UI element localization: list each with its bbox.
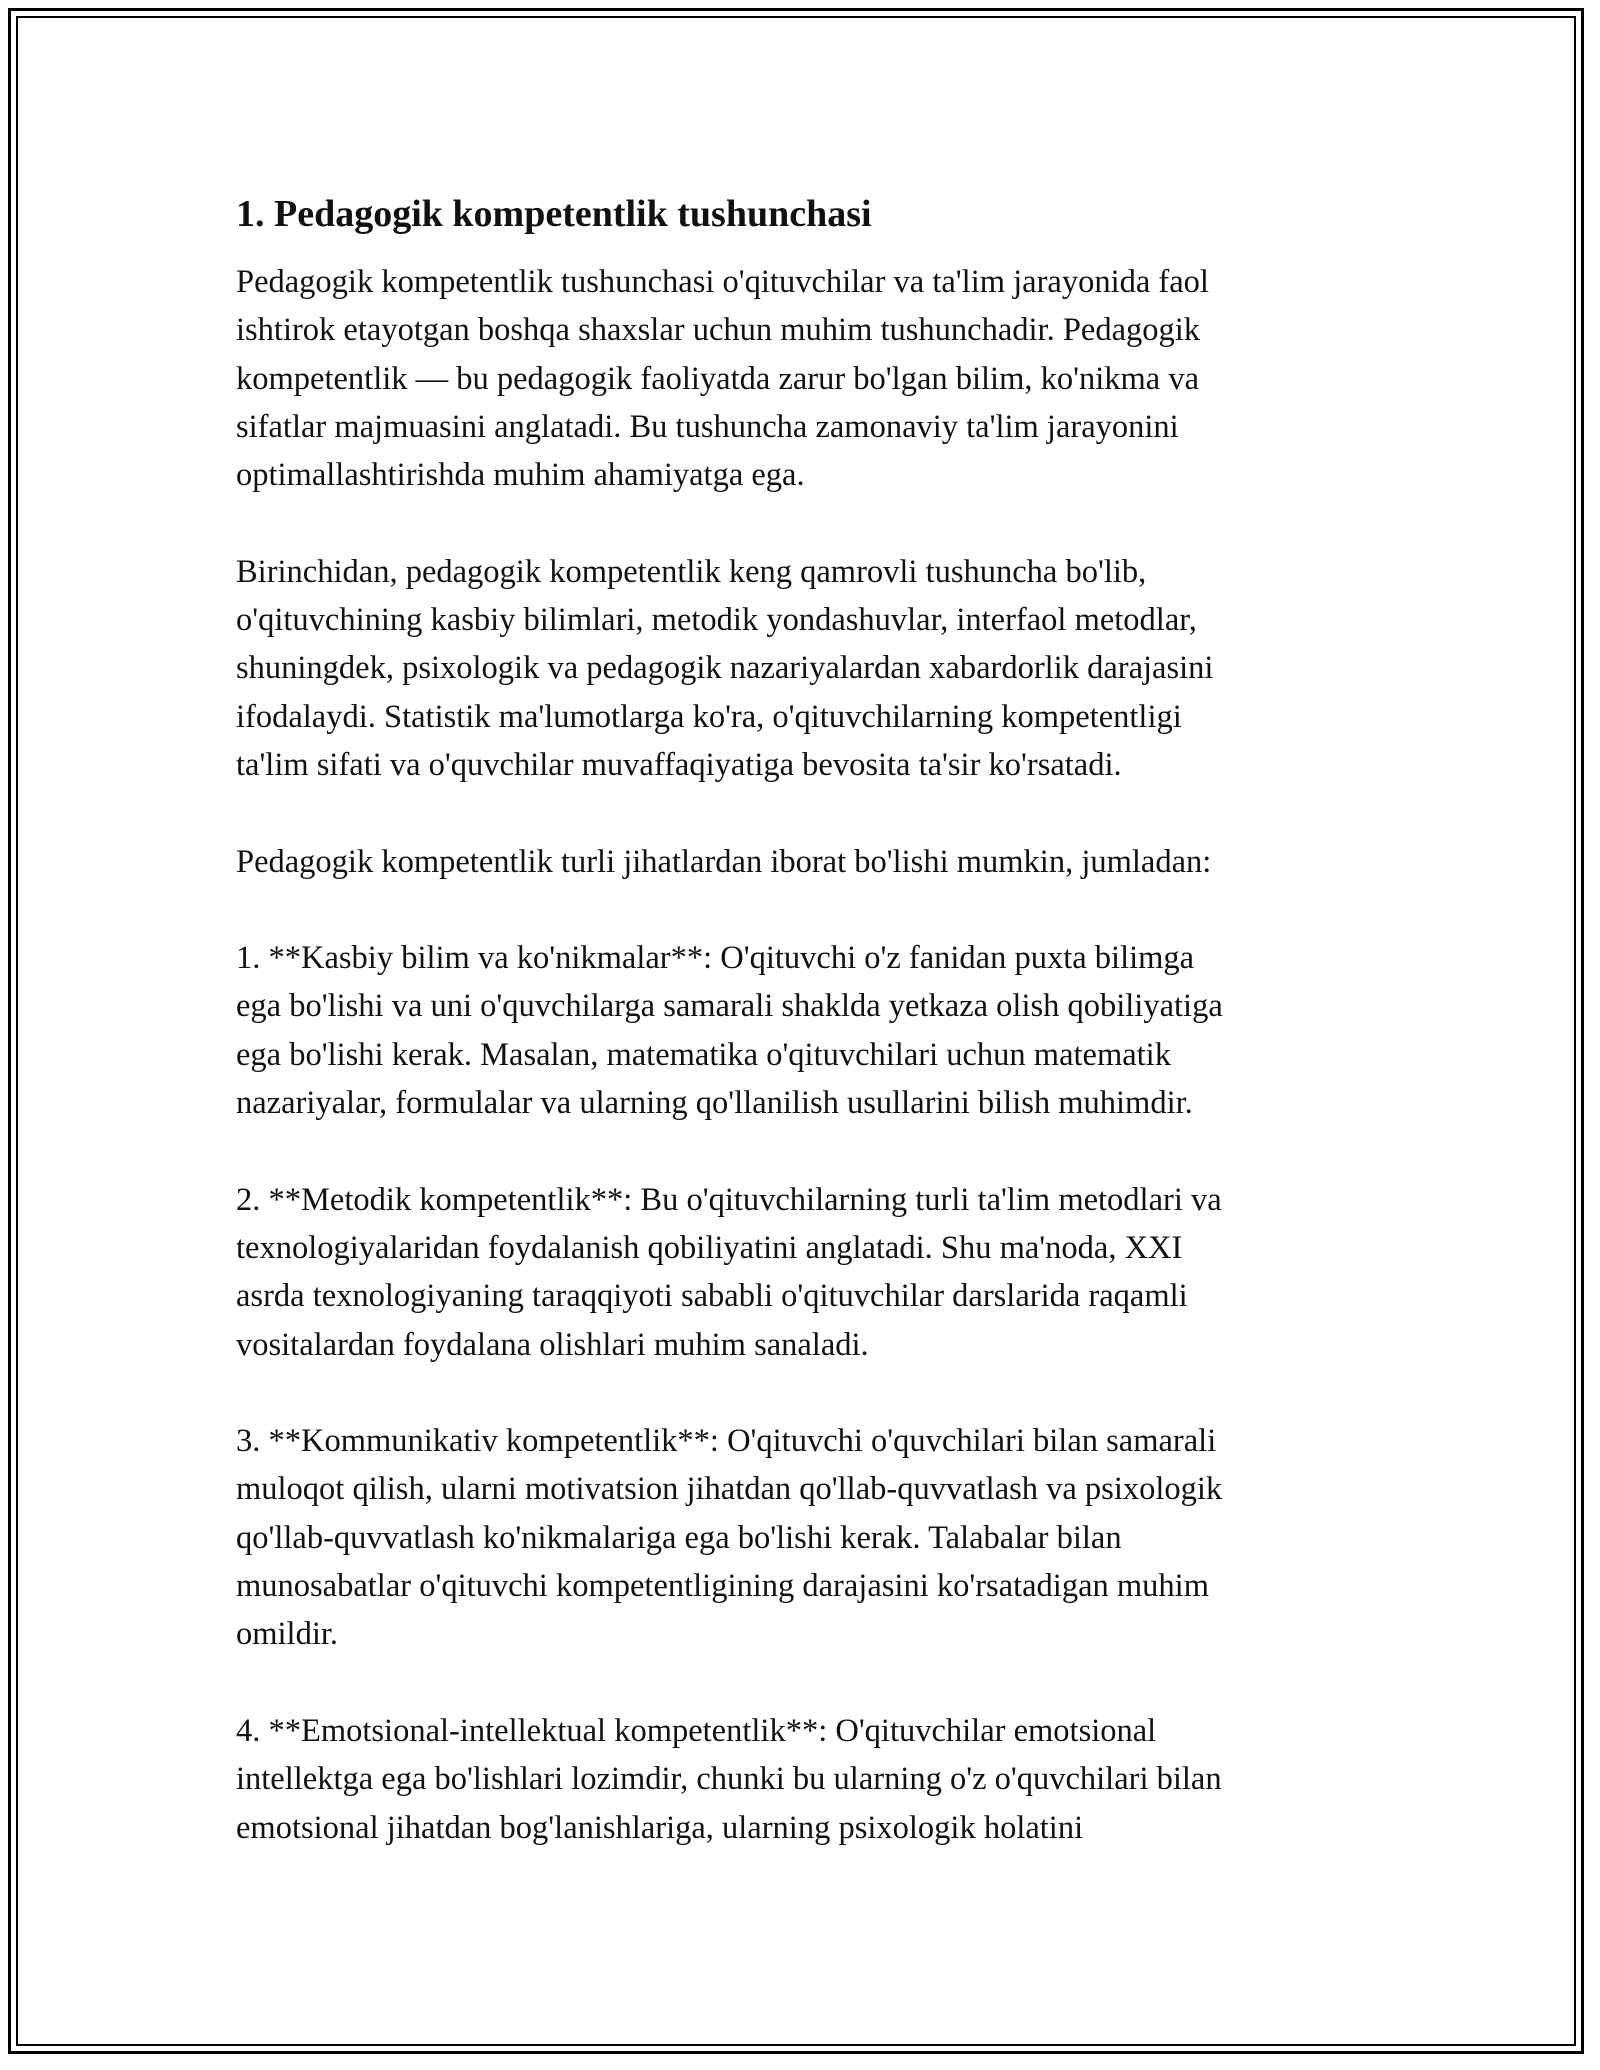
text-line: nazariyalar, formulalar va ularning qo'llanilish usullarini bilish muhimdir. (236, 1085, 1193, 1122)
text-line: sifatlar majmuasini anglatadi. Bu tushuncha zamonaviy ta'lim jarayonini (236, 408, 1179, 445)
text-line: ega bo'lishi kerak. Masalan, matematika o'qituvchilari uchun matematik (236, 1036, 1171, 1073)
text-line: muloqot qilish, ularni motivatsion jihatdan qo'llab-quvvatlash va psixologik (236, 1471, 1223, 1508)
paragraph-aspects-intro (236, 838, 1376, 886)
list-item-methodical-competence (236, 1176, 1376, 1369)
list-item-professional-knowledge (236, 934, 1376, 1127)
text-line: 2. **Metodik kompetentlik**: Bu o'qituvchilarning turli ta'lim metodlari va (236, 1181, 1222, 1218)
text-line: Pedagogik kompetentlik turli jihatlardan iborat bo'lishi mumkin, jumladan: (236, 843, 1212, 880)
section-heading: 1. Pedagogik kompetentlik tushunchasi (236, 193, 872, 235)
text-line: shuningdek, psixologik va pedagogik nazariyalardan xabardorlik darajasini (236, 650, 1214, 687)
paragraph-firstly (236, 548, 1376, 789)
text-line: ega bo'lishi va uni o'quvchilarga samarali shaklda yetkaza olish qobiliyatiga (236, 988, 1223, 1025)
text-line: omildir. (236, 1616, 339, 1653)
text-line: munosabatlar o'qituvchi kompetentligining darajasini ko'rsatadigan muhim (236, 1568, 1209, 1605)
text-line: intellektga ega bo'lishlari lozimdir, chunki bu ularning o'z o'quvchilari bilan (236, 1761, 1222, 1798)
document-body (236, 188, 1376, 1900)
text-line: o'qituvchining kasbiy bilimlari, metodik yondashuvlar, interfaol metodlar, (236, 602, 1197, 639)
text-line: texnologiyalaridan foydalanish qobiliyatini anglatadi. Shu ma'noda, XXI (236, 1229, 1183, 1266)
text-line: Birinchidan, pedagogik kompetentlik keng qamrovli tushuncha bo'lib, (236, 553, 1147, 590)
text-line: ishtirok etayotgan boshqa shaxslar uchun muhim tushunchadir. Pedagogik (236, 312, 1201, 349)
text-line: 3. **Kommunikativ kompetentlik**: O'qituvchi o'quvchilari bilan samarali (236, 1423, 1217, 1460)
paragraph-intro (236, 258, 1376, 499)
text-line: 4. **Emotsional-intellektual kompetentlik**: O'qituvchilar emotsional (236, 1712, 1157, 1749)
text-line: qo'llab-quvvatlash ko'nikmalariga ega bo'lishi kerak. Talabalar bilan (236, 1519, 1122, 1556)
text-line: asrda texnologiyaning taraqqiyoti sababli o'qituvchilar darslarida raqamli (236, 1278, 1188, 1315)
text-line: Pedagogik kompetentlik tushunchasi o'qituvchilar va ta'lim jarayonida faol (236, 264, 1209, 300)
text-line: kompetentlik — bu pedagogik faoliyatda zarur bo'lgan bilim, ko'nikma va (236, 360, 1200, 397)
text-line: emotsional jihatdan bog'lanishlariga, ularning psixologik holatini (236, 1809, 1084, 1846)
list-item-communicative-competence (236, 1417, 1376, 1658)
text-line: ta'lim sifati va o'quvchilar muvaffaqiyatiga bevosita ta'sir ko'rsatadi. (236, 746, 1122, 783)
list-item-emotional-intellectual-competence (236, 1707, 1376, 1852)
text-line: ifodalaydi. Statistik ma'lumotlarga ko'ra, o'qituvchilarning kompetentligi (236, 698, 1182, 735)
text-line: optimallashtirishda muhim ahamiyatga ega. (236, 457, 805, 494)
text-line: vositalardan foydalana olishlari muhim sanaladi. (236, 1326, 869, 1363)
text-line: 1. **Kasbiy bilim va ko'nikmalar**: O'qituvchi o'z fanidan puxta bilimga (236, 940, 1195, 977)
